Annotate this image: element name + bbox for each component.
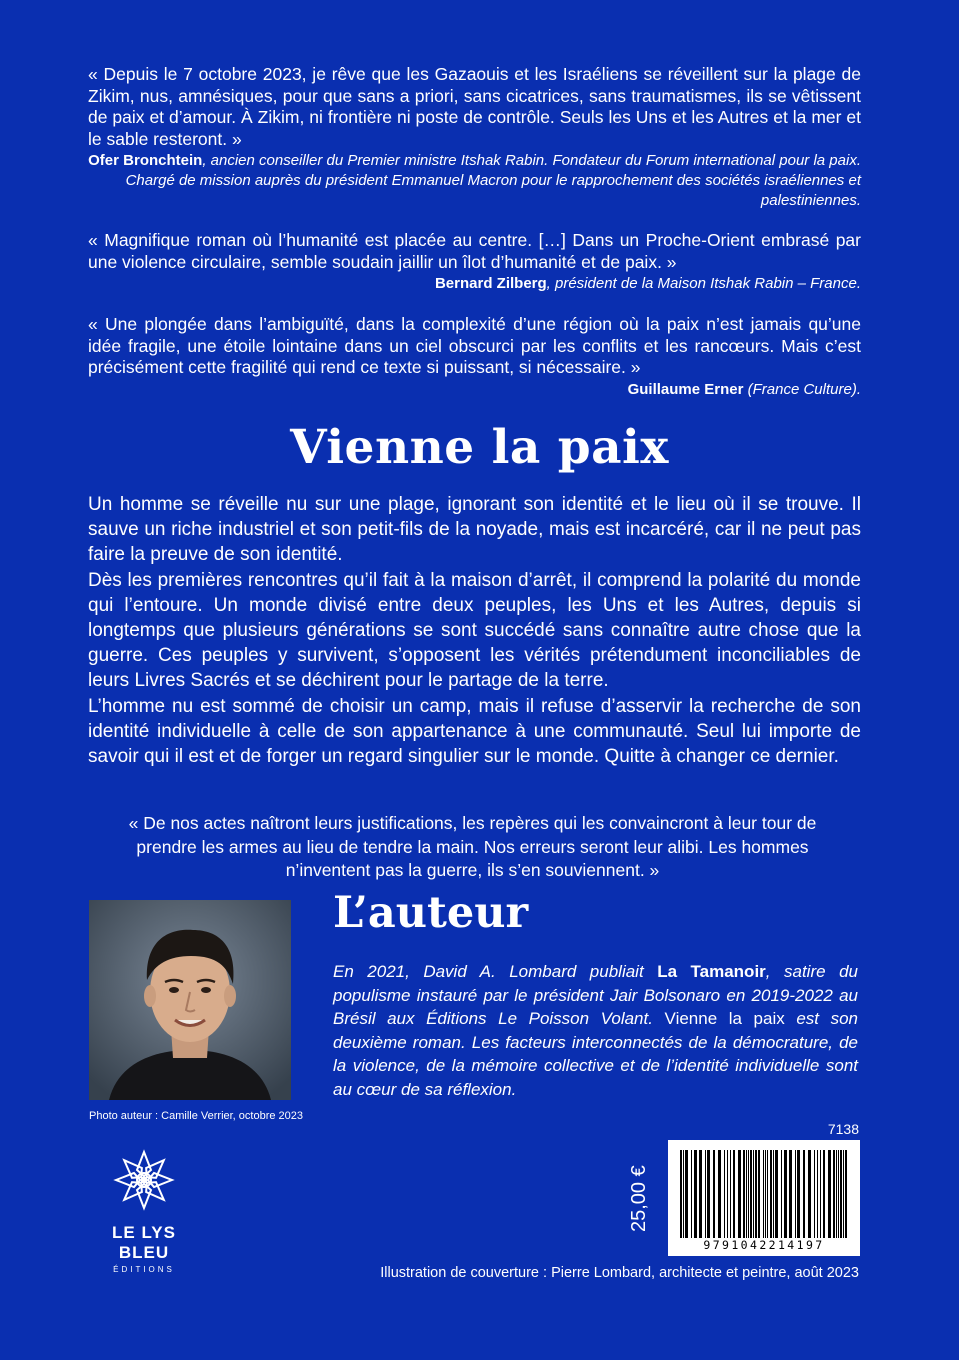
quote-author: Guillaume Erner: [627, 380, 744, 398]
author-photo: [89, 900, 291, 1100]
publisher-name: LE LYS BLEU: [112, 1223, 176, 1262]
quote-author: Bernard Zilberg: [434, 275, 547, 292]
photo-credit: Photo auteur : Camille Verrier, octobre 2023: [89, 1110, 304, 1122]
bio-text: , satire du populisme instauré par le président Jair Bolsonaro en 2019-2022 au Brésil aux Éditions Le Poisson Volant.: [333, 962, 858, 1028]
barcode-bar: [765, 1150, 766, 1238]
barcode-bar: [691, 1150, 692, 1238]
barcode-bar: [770, 1150, 772, 1238]
barcode-bar: [683, 1150, 684, 1238]
barcode-bar: [685, 1150, 688, 1238]
barcode-bar: [775, 1150, 778, 1238]
barcode-bar: [694, 1150, 697, 1238]
bio-text: En 2021, David A. Lombard publiait: [333, 962, 658, 981]
synopsis-paragraph: Un homme se réveille nu sur une plage, ignorant son identité et le lieu où il se trouve. Il sauve un riche industriel et son petit-fils de la noyade, mais est incarcéré, car il ne peut pas faire la preuve de son identité.: [88, 494, 861, 566]
author-portrait-illustration: [89, 900, 291, 1100]
isbn-number: 9791042214197: [703, 1238, 825, 1252]
barcode-bar: [843, 1150, 844, 1238]
barcode-bar: [733, 1150, 735, 1238]
book-title: Vienne la paix: [290, 420, 669, 475]
barcode-bar: [753, 1150, 754, 1238]
synopsis-paragraph: Dès les premières rencontres qu’il fait à la maison d’arrêt, il comprend la polarité du monde qui l’entoure. Un monde divisé entre deux peuples, les Uns et les Autres, depuis si longtemps que plusieurs générations se sont succédé sans connaître autre chose que la guerre. Ces peuples y survivent, s’opposent les vérités prétendument inconciliables de leurs Livres Sacrés et se déchirent pour le partage de la terre.: [88, 569, 861, 692]
author-bio: [333, 960, 858, 1101]
quote-author-role: (France Culture).: [743, 380, 861, 398]
barcode-bar: [738, 1150, 741, 1238]
illustration-credit: Illustration de couverture : Pierre Lombard, architecte et peintre, août 2023: [380, 1265, 859, 1281]
barcode-bar: [803, 1150, 805, 1238]
barcode-bar: [746, 1150, 747, 1238]
barcode-bar: [784, 1150, 787, 1238]
barcode-bar: [707, 1150, 710, 1238]
pull-quote: « De nos actes naîtront leurs justifications, les repères qui les convaincront à leur tour de prendre les armes au lieu de tendre la main. Nos erreurs seront leur alibi. Les hommes n’inventent pas la guerre, ils s’en souviennent. »: [128, 813, 817, 880]
quote-author-role: , président de la Maison Itshak Rabin – France.: [546, 275, 861, 292]
endorsement-quote-3: [88, 314, 861, 400]
barcode-bar: [808, 1150, 811, 1238]
author-heading: L’auteur: [333, 888, 529, 938]
barcode-bar: [820, 1150, 821, 1238]
barcode-bar: [840, 1150, 842, 1238]
product-code: 7138: [827, 1121, 859, 1137]
barcode-bar: [705, 1150, 706, 1238]
barcode-bar: [718, 1150, 721, 1238]
barcode-bar: [724, 1150, 725, 1238]
quote-author: Ofer Bronchtein: [88, 152, 203, 169]
barcode-bar: [763, 1150, 764, 1238]
quote-attribution: [88, 380, 861, 400]
bio-text: est son deuxième roman. Les facteurs interconnectés de la démocrature, de la violence, de la mémoire collective et de l’identité individuelle sont au cœur de sa réflexion.: [333, 1009, 858, 1099]
lily-flower-icon: [112, 1148, 176, 1212]
barcode-bar: [838, 1150, 839, 1238]
bio-book-title: Vienne la paix: [664, 1009, 785, 1028]
barcode-bar: [680, 1150, 682, 1238]
barcode-bar: [814, 1150, 815, 1238]
publisher-logo: [88, 1148, 200, 1274]
barcode-bar: [750, 1150, 752, 1238]
synopsis: [88, 492, 861, 769]
barcode-bar: [758, 1150, 760, 1238]
barcode-bar: [797, 1150, 800, 1238]
publisher-subtitle: ÉDITIONS: [113, 1265, 175, 1274]
barcode-bar: [836, 1150, 837, 1238]
barcode-bar: [699, 1150, 702, 1238]
barcode-bar: [743, 1150, 745, 1238]
barcode-bar: [817, 1150, 818, 1238]
barcode-bar: [823, 1150, 825, 1238]
quote-text: « Une plongée dans l’ambiguïté, dans la complexité d’une région où la paix n’est jamais qu’une idée fragile, une étoile lointaine dans un ciel obscurci par les conflits et les rancœurs. Mais c’est précisément cette fragilité qui rend ce texte si puissant, si nécessaire. »: [88, 314, 861, 377]
quote-attribution: [88, 151, 861, 211]
price: 25,00 €: [628, 1165, 650, 1232]
barcode-bar: [748, 1150, 749, 1238]
barcode-bar: [755, 1150, 757, 1238]
barcode-bar: [713, 1150, 715, 1238]
endorsement-quote-1: [88, 64, 861, 211]
barcode-bar: [795, 1150, 796, 1238]
quote-attribution: [88, 274, 861, 294]
barcode-bar: [730, 1150, 731, 1238]
quote-author-role: , ancien conseiller du Premier ministre Itshak Rabin. Fondateur du Forum international pour la paix. Chargé de mission auprès du président Emmanuel Macron pour le rapprochement des sociétés israéliennes et palestiniennes.: [125, 152, 861, 209]
bio-previous-book: La Tamanoir: [657, 962, 766, 981]
barcode-bar: [767, 1150, 768, 1238]
endorsement-quote-2: [88, 230, 861, 294]
barcode-bar: [773, 1150, 774, 1238]
quote-text: « Magnifique roman où l’humanité est placée au centre. […] Dans un Proche-Orient embrasé par une violence circulaire, semble soudain jaillir un îlot d’humanité et de paix. »: [88, 230, 861, 272]
barcode-bar: [781, 1150, 782, 1238]
quote-text: « Depuis le 7 octobre 2023, je rêve que les Gazaouis et les Israéliens se réveillent sur la plage de Zikim, nus, amnésiques, pour que sans a priori, sans cicatrices, sans traumatismes, ils se vêtissent de paix et d’amour. À Zikim, ni frontière ni poste de contrôle. Seuls les Uns et les Autres et la mer et le sable resteront. »: [88, 64, 861, 149]
barcode: [668, 1140, 860, 1256]
barcode-bar: [833, 1150, 835, 1238]
barcode-bar: [727, 1150, 728, 1238]
synopsis-paragraph: L’homme nu est sommé de choisir un camp, mais il refuse d’asservir la recherche de son identité individuelle à celle de son appartenance à une communauté. Seul lui importe de savoir qui il est et de forger un regard singulier sur le monde. Quitte à changer ce dernier.: [88, 695, 861, 768]
barcode-bar: [845, 1150, 847, 1238]
barcode-bar: [789, 1150, 792, 1238]
barcode-bar: [828, 1150, 831, 1238]
